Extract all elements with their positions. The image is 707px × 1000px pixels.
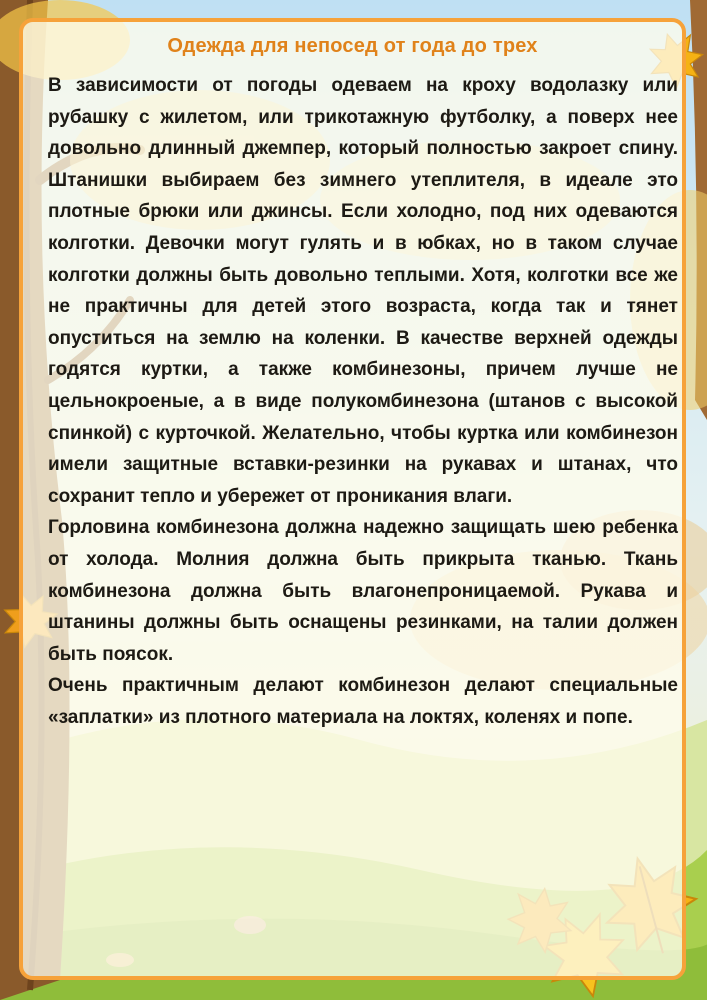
paragraph-patches: Очень практичным делают комбинезон делают специальные «заплатки» из плотного материала на локтях, коленях и попе.: [48, 675, 678, 728]
page-title: Одежда для непосед от года до трех: [167, 35, 538, 57]
article-body: [48, 70, 678, 733]
paragraph-clothing-basics: В зависимости от погоды одеваем на кроху водолазку или рубашку с жилетом, или трикотажную футболку, а поверх нее довольно длинный джемпер, который полностью закроет спину. Штанишки выбираем без зимнего утеплителя, в идеале это плотные брюки или джинсы. Если холодно, под них одеваются колготки. Девочки могут гулять и в юбках, но в таком случае колготки должны быть довольно теплыми. Хотя, колготки все же не практичны для детей этого возраста, когда так и тянет опуститься на землю на коленки. В качестве верхней одежды годятся куртки, а также комбинезоны, причем лучше не цельнокроеные, а в виде полукомбинезона (штанов с высокой спинкой) с курточкой. Желательно, чтобы куртка или комбинезон имели защитные вставки-резинки на рукавах и штанах, что сохранит тепло и убережет от проникания влаги.: [48, 75, 678, 507]
paragraph-overall-details: Горловина комбинезона должна надежно защищать шею ребенка от холода. Молния должна быть прикрыта тканью. Ткань комбинезона должна быть влагонепроницаемой. Рукава и штанины должны быть оснащены резинками, на талии должен быть поясок.: [48, 517, 678, 665]
